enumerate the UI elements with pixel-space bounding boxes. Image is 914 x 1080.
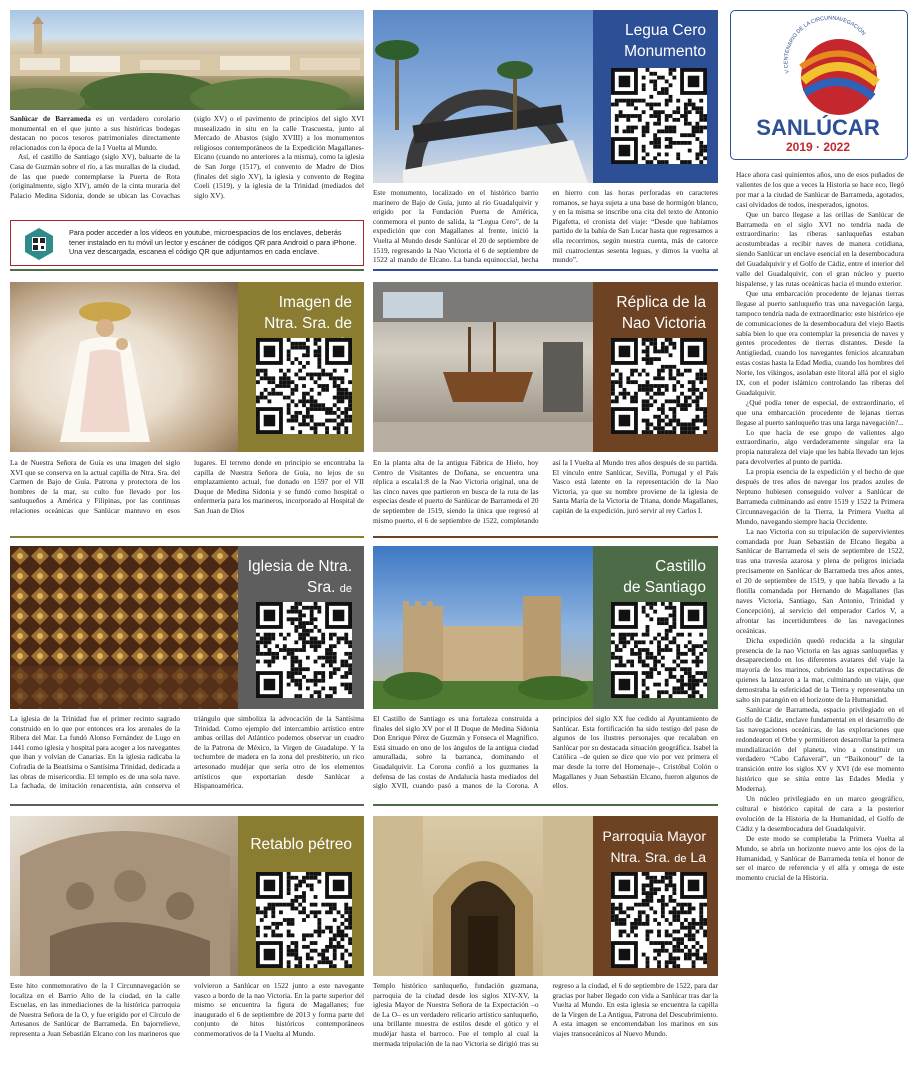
victoria-color-block [593, 282, 718, 452]
castillo-title-line1: Castillo [655, 558, 706, 575]
retablo-qr-code[interactable] [256, 872, 352, 968]
intro-text [10, 114, 364, 220]
sidebar-paragraph: Que una embarcación procedente de lejanas tierras llegase al puerto sanluqueño tras una navegación larga, tampoco tendría nada de extraordinario: este histórico eje de comunicaciones de la desembocadura del viejo Baetis sabía bien lo que era contemplar la presencia de naves y gentes procedentes de tierras distantes. Desde la Antigüedad, cuando los navegantes fenicios alcanzaban estas costas hasta la Edad Media, cuando los hombres del Norte, los vikingos, asolaban este litoral allá por el siglo IX, con el poder islámico controlando las riberas del Guadalquivir. [736, 288, 904, 397]
castillo-panel [373, 546, 718, 808]
victoria-qr-code[interactable] [611, 338, 707, 434]
sidebar-paragraph: La nao Victoria con su tripulación de supervivientes comandada por Juan Sebastián de Elcano llegaba a Sanlúcar de Barrameda el seis de septiembre de 1522, tras una travesía azarosa y plena de peligros iniciada precisamente en Sanlúcar de Barrameda tres años antes, el 20 de septiembre de 1519, y que había llevado a la flotilla comandada por Hernando de Magallanes (las naves Victoria, Santiago, San Antonio, Trinidad y Concepción), al servicio del emperador Carlos V, a afrontar las incertidumbres de las navegaciones oceánicas. [736, 526, 904, 635]
qr-pattern [611, 338, 707, 434]
intro-divider [10, 269, 364, 271]
retablo-panel [10, 816, 364, 1070]
intro-p1: es un verdadero corolario monumental en el que junto a sus históricas bodegas destacan no pocos tesoros patrimoniales directamente relacionados con la época de la I Vuelta al Mundo. [10, 114, 180, 152]
trinidad-photo [10, 546, 238, 709]
parroquia-title-part-b: de [674, 853, 687, 865]
intro-bold: Sanlúcar de Barrameda [10, 114, 91, 123]
legua-panel [373, 10, 718, 274]
logo-box [730, 10, 908, 160]
retablo-photo [10, 816, 238, 976]
parroquia-panel [373, 816, 718, 1070]
parroquia-title-line1: Parroquia Mayor [602, 828, 706, 844]
trinidad-panel [10, 546, 364, 808]
qr-pattern [611, 68, 707, 164]
legua-title [593, 10, 718, 62]
castillo-photo [373, 546, 593, 709]
retablo-color-block [238, 816, 364, 976]
parroquia-photo [373, 816, 593, 976]
logo-name: SANLÚCAR [756, 115, 880, 140]
castillo-title-line2: de Santiago [623, 579, 706, 596]
parroquia-color-block [593, 816, 718, 976]
sidebar-paragraph: Que un barco llegase a las orillas de Sanlúcar de Barrameda en el siglo XVI no tendría nada de extraordinario: las riberas sanluqueñas estaban acostumbradas a recibir naves de manera cotidiana, siendo Sanlúcar un enclave esencial en la desembocadura del Guadalquivir y el Golfo de Cádiz, entre el interior del valle del Guadalquivir, con el gran núcleo y puerto hispalense, y las rutas oceánicas hacia el mundo exterior. [736, 209, 904, 288]
trinidad-text: La iglesia de la Trinidad fue el primer recinto sagrado construido en lo que por entonces era los arenales de la Ribera del Mar. La fundó Alonso Fernández de Lugo en 1441 como iglesia y hospital para acoger a los navegantes que iban y volvían de Canarias. En la iglesia radicaba la Cofradía de la Beatísima o Santísima Trinidad, dedicada a las obras de misericordia. El templo es de una sola nave. La fachada, de imitación renacentista, aún conserva el triángulo que simboliza la advocación de la Santísima Trinidad. Como ejemplo del intercambio artístico entre ambas orillas del Atlántico podemos observar un cuadro de la Patrona de México, la Virgen de Guadalupe. Y la techumbre de madera en la zona del presbiterio, un rico artesonado mudéjar que sería otro de los elementos artísticos que exportarían desde Sanlúcar a Hispanoamérica. [10, 714, 364, 791]
town-illustration [10, 10, 364, 110]
retablo-text: Este hito conmemorativo de la I Circunnavegación se localiza en el Barrio Alto de la ciudad, en la calle Escuelas, en las inmediaciones de la histórica parroquia de Nuestra Señora de la O, y fue erigido por el Círculo de Artesanos de Sanlúcar de Barrameda. En bajorrelieve, representa a Juan Sebastián Elcano con los marineros que volvieron a Sanlúcar en 1522 junto a este navegante vasco a bordo de la nao Victoria. En la parte superior del mismo se encuentra la figura de Magallanes; fue inaugurado el 6 de septiembre de 2013 y forma parte del conjunto de hitos históricos contemporáneos conmemorativos de la I Vuelta al Mundo. [10, 981, 364, 1038]
castillo-divider [373, 804, 718, 806]
castillo-qr-code[interactable] [611, 602, 707, 698]
legua-divider [373, 269, 718, 271]
sidebar-paragraph: Dicha expedición quedó reducida a la singular presencia de la nao Victoria en las aguas sanluqueñas y desapareciendo en los diferentes avatares del viaje la mayoría de los marinos, cubriendo las expectativas de quienes la lanzaron a la mar, culminando un viaje, que demostraba la esfericidad de la Tierra y representaba un salto sin parangón en el horizonte de la Humanidad. [736, 635, 904, 705]
legua-text: Este monumento, localizado en el histórico barrio marinero de Bajo de Guía, junto al río Guadalquivir y erigido por la Fundación Puerta de América, conmemora el punto de salida, la “Legua Cero”, de la expedición que con Magallanes al frente, inició la Vuelta al Mundo desde Sanlúcar el 20 de septiembre de 1519, regresando la Nao Victoria el 6 de septiembre de 1522 al mando de Elcano. La banda equinoccial, hecha en hierro con las horas perforadas en caracteres romanos, se haya sujeta a una base de hormigón blanco, y en la misma se inscribe una cita del texto de Antonio Pigafetta, el cronista del viaje: “Desde que habíamos partido de la bahía de San Lucar hasta que regresamos a ella recorrimos, según nuestra cuenta, más de catorce mil cuatrocientas sesenta leguas, y dimos la vuelta al mundo”. [373, 188, 718, 265]
victoria-title-line1: Réplica de la [616, 294, 706, 311]
castillo-text: El Castillo de Santiago es una fortaleza construida a finales del siglo XV por el II Duque de Medina Sidonia Don Enrique Pérez de Guzmán y Fonseca el Magnífico. Está situado en uno de los ángulos de la antigua ciudad amurallada, sobre la barranca, dominando el Guadalquivir. La Corona confió a los guzmanes la defensa de las costas de Andalucía hasta mediados del siglo XVII, cuando pasó a manos de la Corona. A principios del siglo XX fue cedido al Ayuntamiento de Sanlúcar. Esta fortificación ha sido testigo del paso de algunos de los ilustres personajes que recalaban en Sanlúcar por su destacada situación geográfica. Isabel la Católica –de quien se dice que vio por vez primera el mar desde la torre del Homenaje–, Cristóbal Colón o Magallanes y Juan Sebastián Elcano, fueron algunos de ellos. [373, 714, 718, 791]
retablo-title [238, 816, 364, 855]
qr-pattern [256, 338, 352, 434]
victoria-photo [373, 282, 593, 452]
sidebar-paragraph: Hace ahora casi quinientos años, uno de esos puñados de valientes de los que a veces la Historia se hace eco, llegó por mar a la ciudad de Sanlúcar de Barrameda, agotados, casi olvidados de todos, inesperados, ignotos. [736, 170, 904, 209]
victoria-text: En la planta alta de la antigua Fábrica de Hielo, hoy Centro de Visitantes de Doñana, se encuentra una réplica a escala1:8 de la Nao Victoria original, una de las cinco naves que partieron en busca de la ruta de las especias desde el puerto de Sanlúcar de Barrameda el 20 de septiembre de 1519, siendo la única que regresó al mismo puerto, el 6 de septiembre de 1522, completando así la I Vuelta al Mundo tres años después de su partida. El vínculo entre Sanlúcar, Sevilla, Portugal y el País Vasco está latente en la representación de la Nao Victoria, ya que su nombre proviene de la iglesia de Santa María de la Victoria de Triana, donde Magallanes, capitán de la expedición, juró servir al rey Carlos I. [373, 458, 718, 525]
trinidad-title-part-a: Sra. [307, 579, 340, 596]
intro-p2: Así, el castillo de Santiago (siglo XV), baluarte de la Casa de Guzmán sobre el río, a las murallas de la ciudad, de las que puede contemplarse la Puerta de Rota (originalmente, siglo XIV), amén de la cinta muraria del Palacio Medina Sidonia, donde se ubican las Covachas (siglo XV) o el pavimento de principios del siglo XVI musealizado in situ en la calle Trascuesta, junto al Mercado de Abastos (siglo XVIII) a los monumentos religiosos contemporáneos de la Expedición Magallanes-Elcano (cuando no anteriores a la misma), como la iglesia de San Jorge (1517), el convento de Madre de Dios (finales del siglo XV), la iglesia y convento de Regina Coeli (1519), y la iglesia de la Trinidad (mediados del siglo XV). [10, 114, 364, 200]
legua-qr-code[interactable] [611, 68, 707, 164]
legua-color-block [593, 10, 718, 183]
trinidad-qr-code[interactable] [256, 602, 352, 698]
qr-pattern [611, 872, 707, 968]
trinidad-title-line1: Iglesia de Ntra. [247, 558, 352, 575]
qr-pattern [611, 602, 707, 698]
intro-panel [10, 10, 364, 274]
qr-pattern [256, 872, 352, 968]
trinidad-title-part-b: de [339, 583, 352, 595]
parroquia-title-part-c: La [690, 849, 706, 865]
trinidad-color-block [238, 546, 364, 709]
sanlucar-logo-icon [731, 11, 906, 157]
logo-years: 2019 · 2022 [785, 140, 851, 154]
qr-note-box [10, 220, 364, 266]
logo-arc-text: V CENTENARIO DE LA CIRCUNNAVEGACIÓN [783, 15, 867, 74]
sidebar-paragraph: ¿Qué podía tener de especial, de extraordinario, el que una embarcación procedente de lejanas tierras llegase al puerto sanluqueño tras una larga navegación?... [736, 397, 904, 427]
parroquia-text: Templo histórico sanluqueño, fundación guzmana, parroquia de la ciudad desde los siglos XIV-XV, la iglesia Mayor de Nuestra Señora de la Expectación –o de La O– es un verdadero relicario artístico sanluqueño, una brillante muestra de estilos desde el gótico y el mudéjar hasta el barroco. Fue el templo al cual la mermada tripulación de la nao Victoria se dirigió tras su regreso a la ciudad, el 6 de septiembre de 1522, para dar gracias por haber llegado con vida a Sanlúcar tras dar la Vuelta al Mundo. En esta iglesia se encuentra la capilla de la Virgen de La Antigua, Patrona del Descubrimiento. A esta imagen se encomendaban los marinos en sus viajes transoceánicos al Nuevo Mundo. [373, 981, 718, 1048]
guia-photo [10, 282, 238, 452]
town-photo [10, 10, 364, 110]
victoria-title [593, 282, 718, 334]
legua-title-line1: Legua Cero [624, 22, 706, 39]
sidebar-paragraph: De este modo se completaba la Primera Vuelta al Mundo, se abría un horizonte nuevo ante los ojos de la Humanidad, y Sanlúcar de Barrameda tenía el honor de ser el marco de referencia y el alfa y omega de este momento crucial de la Historia. [736, 833, 904, 883]
sidebar-text [736, 170, 904, 1070]
victoria-divider [373, 536, 718, 538]
guia-qr-code[interactable] [256, 338, 352, 434]
legua-photo [373, 10, 593, 183]
guia-title-line2: Ntra. Sra. de [264, 315, 352, 332]
parroquia-title-part-a: Ntra. Sra. [610, 849, 675, 865]
parroquia-qr-code[interactable] [611, 872, 707, 968]
qr-note-text: Para poder acceder a los vídeos en youtube, microespacios de los enclaves, deberás tener instalado en tu móvil un lector y escáner de códigos QR para Android o para iPhone. Una vez descargada, escanea el código QR que adjuntamos en cada enclave. [69, 228, 357, 257]
sidebar-paragraph: Lo que hacía de ese grupo de valientes algo extraordinario, algo verdaderamente singular era la propia naturaleza del viaje que les había llevado tan lejos para devolverles al punto de partida. [736, 427, 904, 467]
victoria-title-line2: Nao Victoria [621, 315, 706, 332]
sidebar-paragraph: La propia esencia de la expedición y el hecho de que después de tres años de navegar los prados azules de Neptuno hubiesen conseguido volver a Sanlúcar de Barrameda culminando así entre 1519 y 1522 la Primera Circunnavegación de la Tierra, la Primera Vuelta al Mundo, navegando siempre hacia Occidente. [736, 467, 904, 526]
guia-color-block [238, 282, 364, 452]
guia-text: La de Nuestra Señora de Guía es una imagen del siglo XVI que se conserva en la actual capilla de Ntra. Sra. del Carmen de Bajo de Guía. Patrona y protectora de los hombres de la mar, su culto fue llevado por los sanluqueños a América y Filipinas, por las continuas relaciones oceánicas que Sanlúcar mantuvo en esos lugares. El terreno donde en principio se encontraba la capilla de Nuestra Señora de Guía, no lejos de su emplazamiento actual, fue donado en 1597 por el VII Duque de Medina Sidonia y se fundó como hospital o enfermería para los marineros, incorporado al Hospital de San Juan de Dios [10, 458, 364, 515]
guia-divider [10, 536, 364, 538]
retablo-title-line1: Retablo pétreo [250, 836, 352, 853]
trinidad-divider [10, 804, 364, 806]
sidebar-paragraph: Sanlúcar de Barrameda, espacio privilegiado en el Golfo de Cádiz, enclave fundamental en el desarrollo de las navegaciones oceánicas, de las exploraciones que redondearon el Orbe y permitieron desarrollar la primera mundialización del planeta, vino a constituir un verdadero “Cabo Cañaveral”, un “Baikonour” de la transición entre los siglos XV y XVI (de ese momento histórico que se sitúa entre las Edades Media y Moderna). [736, 704, 904, 794]
guia-panel [10, 282, 364, 540]
castillo-color-block [593, 546, 718, 709]
sidebar-paragraph: Un núcleo privilegiado en un marco geográfico, cultural e histórico capital de cara a la posterior evolución de la Historia de la Humanidad, el Golfo de Cádiz y la desembocadura del Guadalquivir. [736, 794, 904, 833]
qr-note-icon [23, 227, 55, 261]
legua-title-line2: Monumento [624, 43, 706, 60]
guia-title-line1: Imagen de [278, 294, 352, 311]
victoria-panel [373, 282, 718, 540]
qr-pattern [256, 602, 352, 698]
castillo-title [593, 546, 718, 598]
sidebar [730, 10, 908, 1072]
